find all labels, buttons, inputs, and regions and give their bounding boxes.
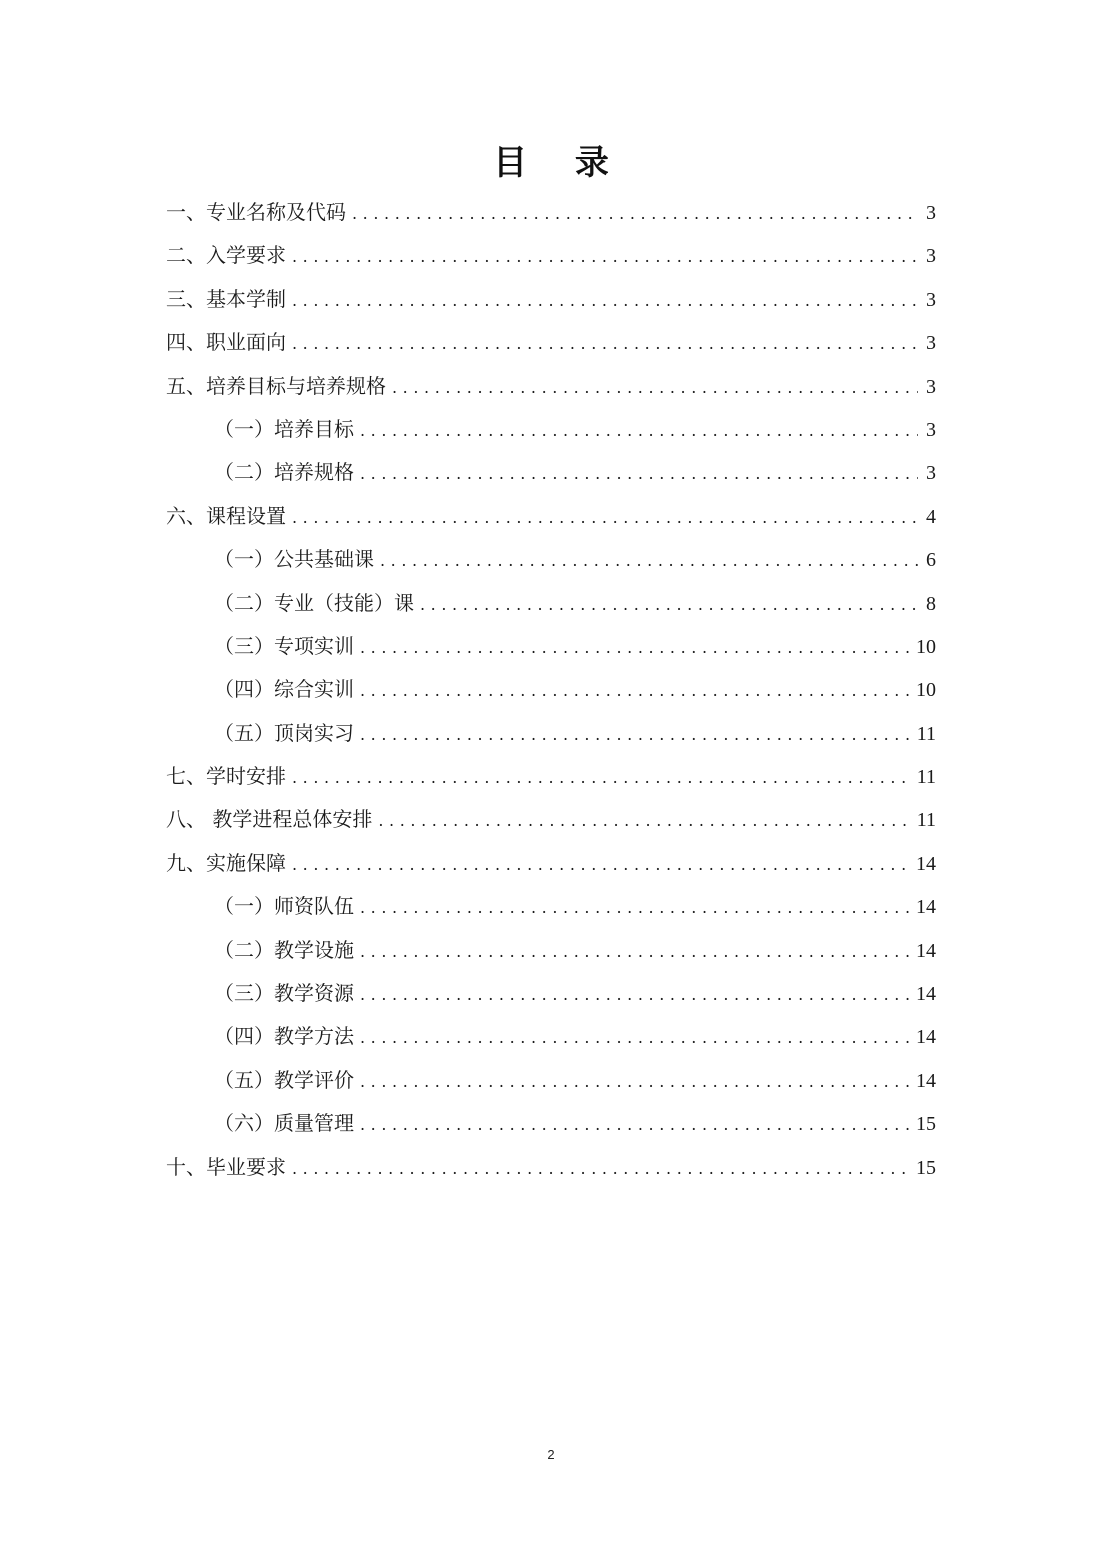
toc-entry-label: （四）教学方法 (214, 1024, 354, 1049)
toc-entry-label: （二）教学设施 (214, 937, 354, 962)
toc-entry[interactable] (166, 1102, 936, 1145)
toc-entry[interactable] (166, 885, 936, 928)
toc-entry-page: 11 (916, 722, 936, 745)
toc-entry[interactable] (166, 408, 936, 451)
toc-entry-label: （一）师资队伍 (214, 894, 354, 919)
toc-entry[interactable] (166, 798, 936, 841)
toc-entry[interactable] (166, 321, 936, 364)
toc-entry-label: 四、职业面向 (166, 330, 286, 355)
page-title: 目 录 (493, 143, 627, 183)
toc-entry-page: 3 (926, 332, 936, 355)
page-number: 2 (547, 1447, 555, 1462)
toc-entry-label: 十、毕业要求 (166, 1154, 286, 1179)
toc-entry[interactable] (166, 625, 936, 668)
toc-entry-label: （六）质量管理 (214, 1111, 354, 1136)
toc-dot-leader (360, 409, 918, 452)
toc-entry-page: 15 (916, 1156, 936, 1179)
toc-dot-leader (360, 669, 910, 712)
toc-dot-leader (360, 973, 910, 1016)
toc-entry-label: 三、基本学制 (166, 286, 286, 311)
toc-entry-page: 14 (916, 1026, 936, 1049)
toc-dot-leader (360, 1103, 910, 1146)
toc-dot-leader (420, 583, 918, 626)
toc-entry-page: 3 (926, 288, 936, 311)
toc-entry-page: 11 (916, 809, 936, 832)
toc-entry-page: 14 (916, 852, 936, 875)
toc-entry-label: （五）教学评价 (214, 1067, 354, 1092)
toc-dot-leader (292, 756, 911, 799)
toc-entry-page: 14 (916, 983, 936, 1006)
toc-dot-leader (292, 235, 918, 278)
toc-entry-page: 6 (926, 549, 936, 572)
toc-entry-label: 七、学时安排 (166, 764, 286, 789)
toc-entry-page: 10 (916, 635, 936, 658)
toc-dot-leader (352, 192, 918, 235)
toc-entry-label: （一）公共基础课 (214, 547, 374, 572)
toc-entry-page: 3 (926, 418, 936, 441)
toc-dot-leader (360, 1016, 910, 1059)
toc-entry[interactable] (166, 1015, 936, 1058)
toc-entry-page: 14 (916, 939, 936, 962)
toc-entry[interactable] (166, 1146, 936, 1189)
toc-dot-leader (292, 322, 918, 365)
toc-entry[interactable] (166, 191, 936, 234)
toc-entry-page: 10 (916, 679, 936, 702)
toc-entry-page: 3 (926, 245, 936, 268)
toc-entry-page: 8 (926, 592, 936, 615)
toc-entry-page: 4 (926, 505, 936, 528)
toc-entry-label: 九、实施保障 (166, 850, 286, 875)
toc-entry-page: 3 (926, 202, 936, 224)
toc-entry[interactable] (166, 668, 936, 711)
toc-entry-page: 14 (916, 896, 936, 919)
toc-entry[interactable] (166, 538, 936, 581)
toc-dot-leader (360, 713, 911, 756)
table-of-contents (166, 191, 936, 1189)
toc-dot-leader (360, 886, 910, 929)
toc-entry-label: （五）顶岗实习 (214, 720, 354, 745)
toc-entry[interactable] (166, 495, 936, 538)
toc-dot-leader (360, 626, 910, 669)
toc-entry[interactable] (166, 755, 936, 798)
toc-dot-leader (360, 1060, 910, 1103)
toc-entry[interactable] (166, 365, 936, 408)
toc-entry[interactable] (166, 582, 936, 625)
toc-entry-page: 3 (926, 462, 936, 485)
toc-dot-leader (378, 799, 910, 842)
toc-entry-page: 15 (916, 1113, 936, 1136)
toc-dot-leader (292, 496, 918, 539)
toc-dot-leader (292, 843, 910, 886)
toc-entry[interactable] (166, 278, 936, 321)
toc-entry-label: （三）教学资源 (214, 981, 354, 1006)
toc-entry-label: 二、入学要求 (166, 243, 286, 268)
toc-entry[interactable] (166, 842, 936, 885)
toc-entry[interactable] (166, 972, 936, 1015)
toc-entry-label: （二）专业（技能）课 (214, 590, 414, 615)
toc-entry-page: 3 (926, 375, 936, 398)
toc-dot-leader (292, 1147, 910, 1190)
toc-entry-page: 14 (916, 1069, 936, 1092)
toc-entry-page: 11 (916, 766, 936, 789)
toc-entry-label: （二）培养规格 (214, 460, 354, 485)
toc-dot-leader (380, 539, 918, 582)
toc-entry-label: 六、课程设置 (166, 503, 286, 528)
toc-entry-label: 八、 教学进程总体安排 (166, 807, 373, 832)
toc-entry-label: 五、培养目标与培养规格 (166, 373, 386, 398)
toc-entry-label: （三）专项实训 (214, 633, 354, 658)
toc-dot-leader (360, 452, 918, 495)
toc-entry[interactable] (166, 929, 936, 972)
toc-entry[interactable] (166, 234, 936, 277)
toc-entry-label: （四）综合实训 (214, 677, 354, 702)
toc-entry[interactable] (166, 1059, 936, 1102)
toc-dot-leader (392, 366, 918, 409)
toc-entry[interactable] (166, 451, 936, 494)
toc-entry-label: 一、专业名称及代码 (166, 200, 346, 224)
toc-dot-leader (360, 930, 910, 973)
toc-dot-leader (292, 279, 918, 322)
toc-entry-label: （一）培养目标 (214, 416, 354, 441)
toc-entry[interactable] (166, 712, 936, 755)
